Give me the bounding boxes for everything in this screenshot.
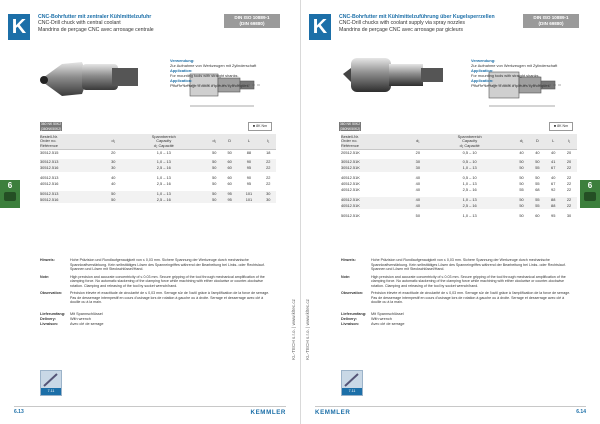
- applic-de-text: Zur Aufnahme von Werkzeugen mit Zylinderschaft: [471, 63, 558, 68]
- table-cell-code: 40512.516: [40, 181, 59, 187]
- table-cell-l1: 18: [266, 149, 271, 155]
- thumbnail-caption: 7.11: [342, 388, 362, 395]
- table-cell-D: 95: [222, 191, 237, 197]
- table-cell-D: 50: [227, 149, 232, 155]
- table-cell-D: 55: [529, 203, 545, 209]
- table-cell-d: 50: [212, 149, 217, 155]
- note-text: Précision élevée et exactitude de circularité de ≤ 0,03 mm. Serrage sûr de l'outil grâce à l'amplification de la force de serrage. Pas de desserrage intempestif en cours d'usinage lors de rotation à gauche ou à droite. Serrage et desserrage avec clé à douille ou à la main.: [371, 291, 571, 304]
- table-cell-d: 50: [519, 181, 524, 187]
- type-chip: 360 NK 50K2 (360NK50K2): [40, 122, 62, 131]
- table-cell-code: 40512.51K: [341, 181, 360, 187]
- table-cell-cap: 1,0 – 13: [156, 175, 171, 181]
- note-label: Note:: [40, 274, 50, 279]
- table-cell-d1: 30: [106, 165, 121, 171]
- column-header: d₁: [514, 134, 530, 149]
- table-cell-cap: 2,5 – 16: [121, 197, 207, 203]
- table-cell-d: 50: [514, 165, 530, 171]
- table-cell-d1: 30: [106, 159, 121, 165]
- notes-block: [40, 258, 272, 308]
- table-cell-L: 101: [237, 191, 260, 197]
- column-header: L: [545, 134, 561, 149]
- note-item: [341, 291, 573, 305]
- drill-chuck-photo: [40, 62, 138, 96]
- column-header: d₁: [410, 134, 426, 149]
- torque-badge: ■ 8K Nm: [549, 122, 573, 131]
- table-cell-l1: 22: [561, 203, 577, 209]
- table-cell-code: 30512.513: [40, 159, 106, 165]
- table-cell-code: 40512.513: [40, 175, 59, 181]
- table-cell-L: 90: [237, 159, 260, 165]
- table-cell-L: 67: [551, 181, 556, 187]
- table-cell-l1: 22: [261, 165, 276, 171]
- delivery-value-en: With wrench: [371, 316, 392, 321]
- table-cell-code: 30512.515: [40, 149, 59, 155]
- wrench-icon: [342, 371, 362, 389]
- brand-name: KEMMLER: [315, 409, 351, 416]
- table-header-row: [341, 134, 577, 149]
- note-text: Hohe Präzision und Rundlaufgenauigkeit von ≤ 0,03 mm. Sichere Spannung der Werkzeuge durch mechanische Spannkraftverstärkung. Kein selbsttätiges Lösen des Spanneingriffes während der Bearbeitung bei Links- oder Rechtslauf. Spannen und Lösen mit Steckschlüssel/Hand.: [70, 258, 265, 271]
- note-item: [40, 258, 272, 272]
- table-cell-l1: 22: [561, 197, 577, 203]
- din-label: DIN ISO 10889-1: [234, 15, 270, 20]
- din-badge: [224, 14, 280, 28]
- table-cell-cap: 2,5 – 16: [156, 181, 171, 187]
- table-cell-d1: 20: [415, 149, 420, 155]
- column-header: Spannbereich Capacity d₂ Capacité: [426, 134, 514, 149]
- table-cell-d1: 50: [106, 197, 121, 203]
- title-de: CNC-Bohrfutter mit zentraler Kühlmittelzufuhr: [38, 14, 152, 20]
- thumbnail-caption: 7.11: [41, 388, 61, 395]
- applic-fr-label: Application:: [170, 78, 193, 83]
- table-cell-d: 50: [207, 191, 222, 197]
- table-cell-code: 40512.51K: [341, 203, 410, 209]
- table-cell-L: 92: [551, 187, 556, 193]
- chapter-icon: [4, 192, 16, 201]
- table-cell-d1: 40: [410, 203, 426, 209]
- title-en: CNC-Drill chucks with coolant supply via spray nozzles: [339, 20, 465, 27]
- table-header-row: [40, 134, 276, 149]
- delivery-label-en: Delivery:: [341, 316, 358, 321]
- brand-logo: K: [309, 14, 331, 40]
- table-cell-d: 50: [519, 175, 524, 181]
- table-cell-D: 55: [529, 197, 545, 203]
- din-badge: [523, 14, 579, 28]
- table-cell-d: 50: [207, 159, 222, 165]
- page-footer: [315, 406, 586, 416]
- table-cell-cap: 0,5 – 10: [462, 149, 477, 155]
- table-cell-d1: 30: [410, 165, 426, 171]
- page-footer: [14, 406, 286, 416]
- delivery-value-de: Mit Spannschlüssel: [70, 312, 103, 316]
- note-label: Observation:: [40, 291, 63, 295]
- applic-de-text: Zur Aufnahme von Werkzeugen mit Zylinderschaft: [170, 63, 257, 68]
- applic-en-text: For mounting tools with straight shanks.: [170, 73, 239, 78]
- catalog-page-right: [300, 0, 600, 424]
- table-cell-code: 30512.516: [40, 165, 106, 171]
- table-cell-code: 20512.51K: [341, 149, 360, 155]
- table-cell-L: 90: [246, 175, 252, 181]
- note-item: [341, 275, 573, 289]
- table-cell-D: 55: [535, 181, 540, 187]
- table-cell-d1: 50: [106, 191, 121, 197]
- table-cell-cap: 1,0 – 13: [426, 165, 514, 171]
- application-text: [170, 58, 260, 88]
- din-sub: (DIN 69880): [239, 21, 265, 26]
- table-cell-D: 40: [535, 149, 540, 155]
- table-cell-d: 55: [519, 187, 524, 193]
- page-number: 6.13: [14, 409, 24, 415]
- column-header: D: [529, 134, 545, 149]
- column-header: D: [222, 134, 237, 149]
- chapter-number: 6: [7, 181, 13, 190]
- table-cell-d1: 20: [111, 149, 116, 155]
- table-cell-l1: 20: [561, 159, 577, 165]
- table-cell-l1: 30: [261, 197, 276, 203]
- table-cell-d1: 40: [415, 181, 420, 187]
- title-fr: Mandrins de perçage CNC avec arrosage par gicleurs: [339, 26, 463, 33]
- table-cell-D: 60: [227, 181, 232, 187]
- column-header: L: [237, 134, 260, 149]
- table-cell-cap: 1,0 – 13: [462, 181, 477, 187]
- table-cell-l1: 30: [566, 212, 572, 218]
- note-text: High precision and accurate concentricity of ≤ 0.03 mm. Secure gripping of the tool through mechanical amplification of the clamping force. No automatic slackening of the clamping force while machining with either clockwise or counter-clockwise rotation. Clamping and releasing of the tool by socket wrench/hand.: [371, 274, 566, 288]
- table-cell-d: 50: [514, 159, 530, 165]
- title-fr: Mandrins de perçage CNC avec arrosage centrale: [38, 26, 154, 33]
- column-header: Bestell-Nr. Order no. Référence: [341, 134, 410, 149]
- table-cell-cap: 1,0 – 13: [156, 149, 171, 155]
- table-cell-cap: 2,5 – 16: [462, 187, 477, 193]
- table-cell-d1: 40: [415, 175, 420, 181]
- title-de: CNC-Bohrfutter mit Kühlmittelzuführung über Kugelsperrzellen: [339, 14, 495, 20]
- column-header: d₁: [106, 134, 121, 149]
- delivery-value-fr: Avec clé de serrage: [70, 321, 104, 326]
- applic-en-label: Application:: [471, 68, 494, 73]
- table-cell-L: 95: [246, 181, 252, 187]
- spec-table: [40, 134, 276, 203]
- table-cell-l1: 22: [261, 159, 276, 165]
- table-cell-D: 95: [222, 197, 237, 203]
- table-cell-D: 55: [529, 165, 545, 171]
- table-row: [341, 149, 577, 156]
- table-cell-l1: 22: [566, 175, 572, 181]
- table-cell-d1: 40: [415, 187, 420, 193]
- table-cell-L: 88: [246, 149, 252, 155]
- column-header: l₁: [561, 134, 577, 149]
- table-row: [40, 197, 276, 203]
- table-cell-cap: 1,0 – 13: [121, 191, 207, 197]
- delivery-label-fr: Livraison:: [40, 321, 59, 326]
- applic-fr-text: Pour le serrage d'outils à queues cylindriques.: [471, 83, 551, 88]
- table-cell-D: 60: [222, 159, 237, 165]
- column-header: Spannbereich Capacity d₂ Capacité: [121, 134, 207, 149]
- chapter-icon: [584, 192, 596, 201]
- vertical-watermark: KL-TECH s.r.o. | www.kltec.cz: [291, 299, 296, 360]
- delivery-block: [40, 312, 104, 326]
- table-cell-l1: 20: [566, 149, 572, 155]
- table-cell-L: 41: [545, 159, 561, 165]
- chapter-tab[interactable]: [580, 180, 600, 208]
- table-cell-cap: 1,0 – 13: [426, 197, 514, 203]
- title-en: CNC-Drill chuck with central coolant: [38, 20, 121, 27]
- table-cell-L: 40: [551, 175, 556, 181]
- brand-logo: K: [8, 14, 30, 40]
- table-cell-L: 40: [551, 149, 556, 155]
- note-item: [40, 275, 272, 289]
- notes-block: [341, 258, 573, 308]
- accessory-thumbnail[interactable]: [40, 370, 62, 396]
- delivery-label-fr: Livraison:: [341, 321, 360, 326]
- note-label: Hinweis:: [341, 258, 356, 262]
- delivery-value-de: Mit Spannschlüssel: [371, 312, 404, 316]
- table-cell-code: 40512.51K: [341, 197, 410, 203]
- delivery-block: [341, 312, 405, 326]
- table-cell-D: 60: [227, 175, 232, 181]
- torque-badge: ■ 8K Nm: [248, 122, 272, 131]
- table-cell-code: 30512.51K: [341, 159, 410, 165]
- table-cell-code: 50512.516: [40, 197, 106, 203]
- table-cell-D: 50: [529, 159, 545, 165]
- din-label: DIN ISO 10889-1: [533, 15, 569, 20]
- table-cell-d1: 40: [111, 181, 116, 187]
- wrench-icon: [41, 371, 61, 389]
- table-cell-d: 50: [207, 165, 222, 171]
- table-cell-d1: 40: [111, 175, 116, 181]
- table-cell-cap: 2,5 – 16: [121, 165, 207, 171]
- column-header: d₁: [207, 134, 222, 149]
- type-chip: 360 NK 50K2 (360NK50K2): [339, 122, 361, 131]
- table-cell-L: 95: [237, 165, 260, 171]
- note-label: Observation:: [341, 291, 364, 295]
- table-cell-l1: 22: [561, 165, 577, 171]
- note-text: High precision and accurate concentricity of ≤ 0.03 mm. Secure gripping of the tool through mechanical amplification of the clamping force. No automatic slackening of the clamping force while machining with either clockwise or counter-clockwise rotation. Clamping and releasing of the tool by socket wrench/hand.: [70, 274, 265, 288]
- page-title: [339, 14, 499, 33]
- drill-chuck-photo: [343, 58, 443, 92]
- table-cell-D: 68: [535, 187, 540, 193]
- table-cell-code: 50512.51K: [341, 212, 360, 218]
- spec-table: [341, 134, 577, 219]
- delivery-value-fr: Avec clé de serrage: [371, 321, 405, 326]
- delivery-label-de: Lieferumfang:: [341, 312, 367, 316]
- table-cell-cap: 0,5 – 10: [426, 159, 514, 165]
- table-cell-cap: 1,0 – 13: [121, 159, 207, 165]
- delivery-value-en: With wrench: [70, 316, 91, 321]
- table-cell-cap: 2,5 – 16: [426, 203, 514, 209]
- table-cell-l1: 22: [266, 175, 271, 181]
- applic-de-label: Verwendung:: [471, 58, 496, 63]
- brand-name: KEMMLER: [250, 409, 286, 416]
- delivery-label-de: Lieferumfang:: [40, 312, 66, 316]
- applic-en-text: For mounting tools with straight shanks.: [471, 73, 540, 78]
- table-cell-code: 50512.513: [40, 191, 106, 197]
- delivery-label-en: Delivery:: [40, 316, 57, 321]
- table-cell-d: 50: [514, 197, 530, 203]
- table-cell-L: 88: [545, 203, 561, 209]
- din-sub: (DIN 69880): [538, 21, 564, 26]
- table-cell-d: 50: [212, 181, 217, 187]
- table-cell-cap: 1,0 – 13: [462, 212, 477, 218]
- table-cell-L: 101: [237, 197, 260, 203]
- note-text: Hohe Präzision und Rundlaufgenauigkeit von ≤ 0,03 mm. Sichere Spannung der Werkzeuge durch mechanische Spannkraftverstärkung. Kein selbsttätiges Lösen des Spanneingriffes während der Bearbeitung bei Links- oder Rechtslauf. Spannen und Lösen mit Steckschlüssel/Hand.: [371, 258, 566, 271]
- table-cell-D: 60: [535, 212, 540, 218]
- note-item: [341, 258, 573, 272]
- note-text: Précision élevée et exactitude de circularité de ≤ 0,03 mm. Serrage sûr de l'outil grâce à l'amplification de la force de serrage. Pas de desserrage intempestif en cours d'usinage lors de rotation à gauche ou à droite. Serrage et desserrage avec clé à douille ou à la main.: [70, 291, 270, 304]
- applic-fr-text: Pour le serrage d'outils à queues cylindriques.: [170, 83, 250, 88]
- note-label: Hinweis:: [40, 258, 55, 262]
- table-row: [341, 213, 577, 219]
- table-cell-code: 30512.51K: [341, 165, 410, 171]
- table-cell-code: 40512.51K: [341, 187, 360, 193]
- table-cell-l1: 22: [266, 181, 271, 187]
- page-title: [38, 14, 188, 33]
- chapter-tab[interactable]: [0, 180, 20, 208]
- table-cell-cap: 0,5 – 10: [462, 175, 477, 181]
- column-header: Bestell-Nr. Order no. Référence: [40, 134, 106, 149]
- table-cell-d1: 40: [410, 197, 426, 203]
- table-cell-L: 67: [545, 165, 561, 171]
- table-cell-d: 50: [212, 175, 217, 181]
- accessory-thumbnail[interactable]: [341, 370, 363, 396]
- table-cell-l1: 22: [566, 187, 572, 193]
- table-cell-l1: 30: [261, 191, 276, 197]
- table-cell-d1: 30: [410, 159, 426, 165]
- table-row: [40, 149, 276, 156]
- table-cell-L: 88: [545, 197, 561, 203]
- table-cell-d1: 50: [415, 212, 420, 218]
- table-cell-d: 50: [519, 212, 524, 218]
- applic-fr-label: Application:: [471, 78, 494, 83]
- column-header: l₁: [261, 134, 276, 149]
- table-cell-code: 40512.51K: [341, 175, 360, 181]
- applic-de-label: Verwendung:: [170, 58, 195, 63]
- note-item: [40, 291, 272, 305]
- table-cell-D: 60: [222, 165, 237, 171]
- table-cell-d: 40: [519, 149, 524, 155]
- application-text: [471, 58, 561, 88]
- table-cell-l1: 22: [566, 181, 572, 187]
- applic-en-label: Application:: [170, 68, 193, 73]
- vertical-watermark: KL-TECH s.r.o. | www.kltec.cz: [305, 299, 310, 360]
- table-cell-D: 50: [535, 175, 540, 181]
- table-cell-L: 95: [551, 212, 556, 218]
- chapter-number: 6: [587, 181, 593, 190]
- table-cell-d: 50: [514, 203, 530, 209]
- table-cell-d: 50: [207, 197, 222, 203]
- note-label: Note:: [341, 274, 351, 279]
- page-number: 6.14: [576, 409, 586, 415]
